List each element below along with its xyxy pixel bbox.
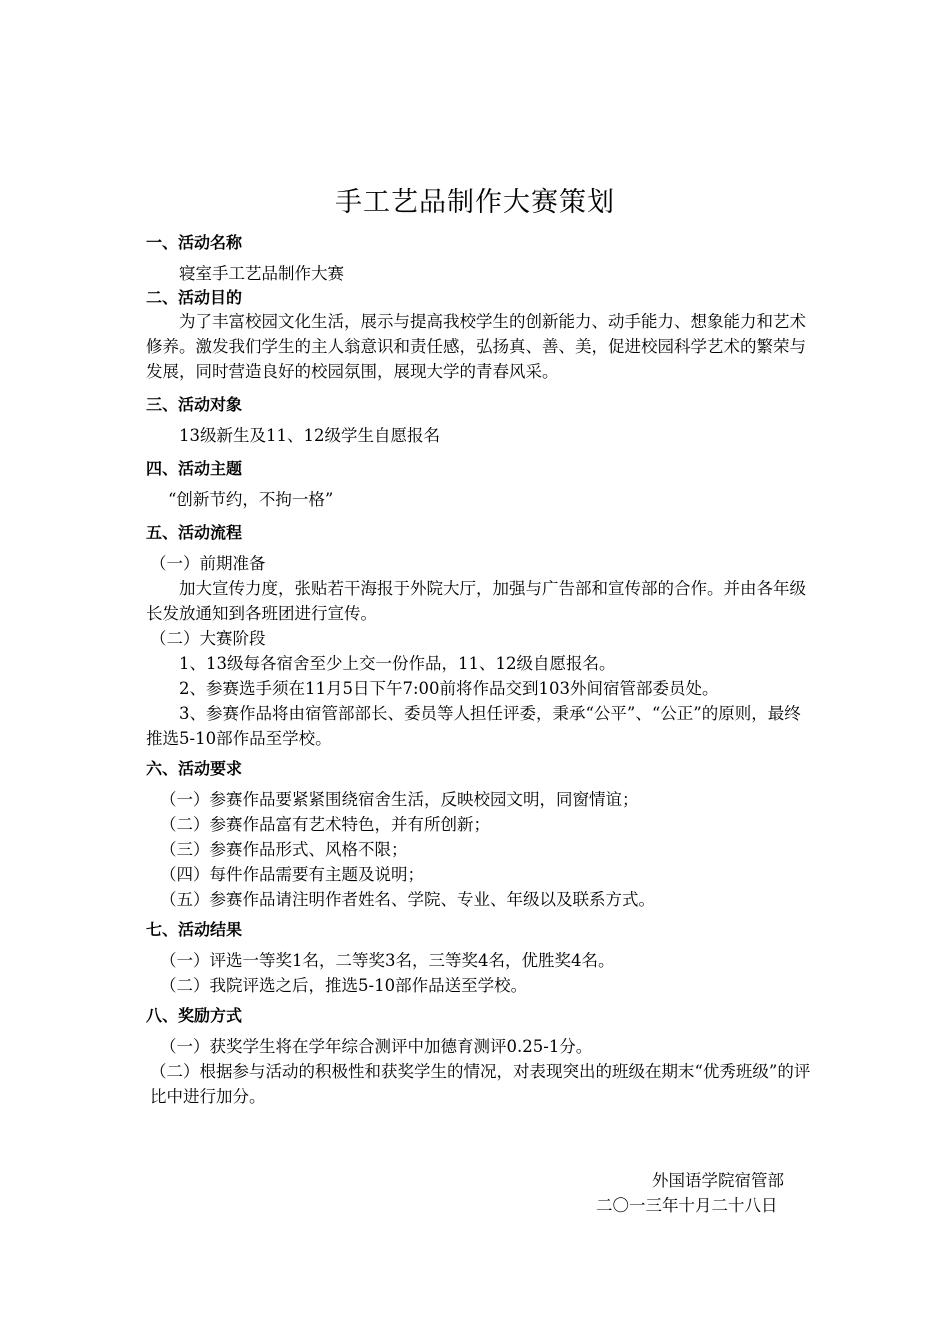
requirement-item: （一）参赛作品要紧紧围绕宿舍生活，反映校园文明，同窗情谊； [160, 790, 639, 809]
requirement-item: （四）每件作品需要有主题及说明； [160, 865, 424, 884]
participants-text: 13级新生及11、12级学生自愿报名 [179, 426, 440, 445]
activity-name-text: 寝室手工艺品制作大赛 [179, 264, 344, 283]
requirement-item: （二）参赛作品富有艺术特色，并有所创新； [160, 815, 490, 834]
activity-purpose-text: 为了丰富校园文化生活，展示与提高我校学生的创新能力、动手能力、想象能力和艺术修养。激发我们学生的主人翁意识和责任感，弘扬真、善、美，促进校园科学艺术的繁荣与发展，同时营造良好的校园氛围，展现大学的青春风采。 [146, 312, 806, 381]
preparation-text: 加大宣传力度，张贴若干海报于外院大厅，加强与广告部和宣传部的合作。并由各年级长发放通知到各班团进行宣传。 [146, 579, 806, 623]
competition-item-2: 2、参赛选手须在11月5日下午7:00前将作品交到103外间宿管部委员处。 [179, 679, 719, 698]
competition-item-3: 3、参赛作品将由宿管部部长、委员等人担任评委，秉承“公平”、“公正”的原则，最终推选5-10部作品至学校。 [146, 704, 801, 748]
section-heading-rewards: 八、奖励方式 [146, 1006, 243, 1025]
section-heading-results: 七、活动结果 [146, 920, 243, 939]
signature-date: 二〇一三年十月二十八日 [596, 1196, 778, 1215]
competition-item-1: 1、13级每各宿舍至少上交一份作品，11、12级自愿报名。 [179, 654, 616, 673]
section-heading-participants: 三、活动对象 [146, 395, 243, 414]
section-heading-name: 一、活动名称 [146, 233, 243, 252]
document-title: 手工艺品制作大赛策划 [335, 187, 615, 218]
process-subheading-preparation: （一）前期准备 [150, 554, 266, 573]
requirement-item: （三）参赛作品形式、风格不限； [160, 840, 408, 859]
signature-block [596, 1168, 810, 1218]
requirement-item: （五）参赛作品请注明作者姓名、学院、专业、年级以及联系方式。 [160, 890, 655, 909]
section-heading-process: 五、活动流程 [146, 523, 243, 542]
theme-text: “创新节约，不拘一格” [168, 490, 334, 509]
process-subheading-competition: （二）大赛阶段 [150, 629, 266, 648]
document-body [146, 232, 811, 1109]
result-item: （二）我院评选之后，推选5-10部作品送至学校。 [160, 976, 528, 995]
section-heading-theme: 四、活动主题 [146, 459, 243, 478]
result-item: （一）评选一等奖1名，二等奖3名，三等奖4名，优胜奖4名。 [160, 951, 615, 970]
section-heading-requirements: 六、活动要求 [146, 759, 243, 778]
reward-item: （一）获奖学生将在学年综合测评中加德育测评0.25-1分。 [160, 1037, 593, 1056]
signature-organization: 外国语学院宿管部 [652, 1171, 784, 1190]
reward-item: （二）根据参与活动的积极性和获奖学生的情况，对表现突出的班级在期末“优秀班级”的评比中进行加分。 [150, 1062, 811, 1106]
section-heading-purpose: 二、活动目的 [146, 288, 243, 307]
